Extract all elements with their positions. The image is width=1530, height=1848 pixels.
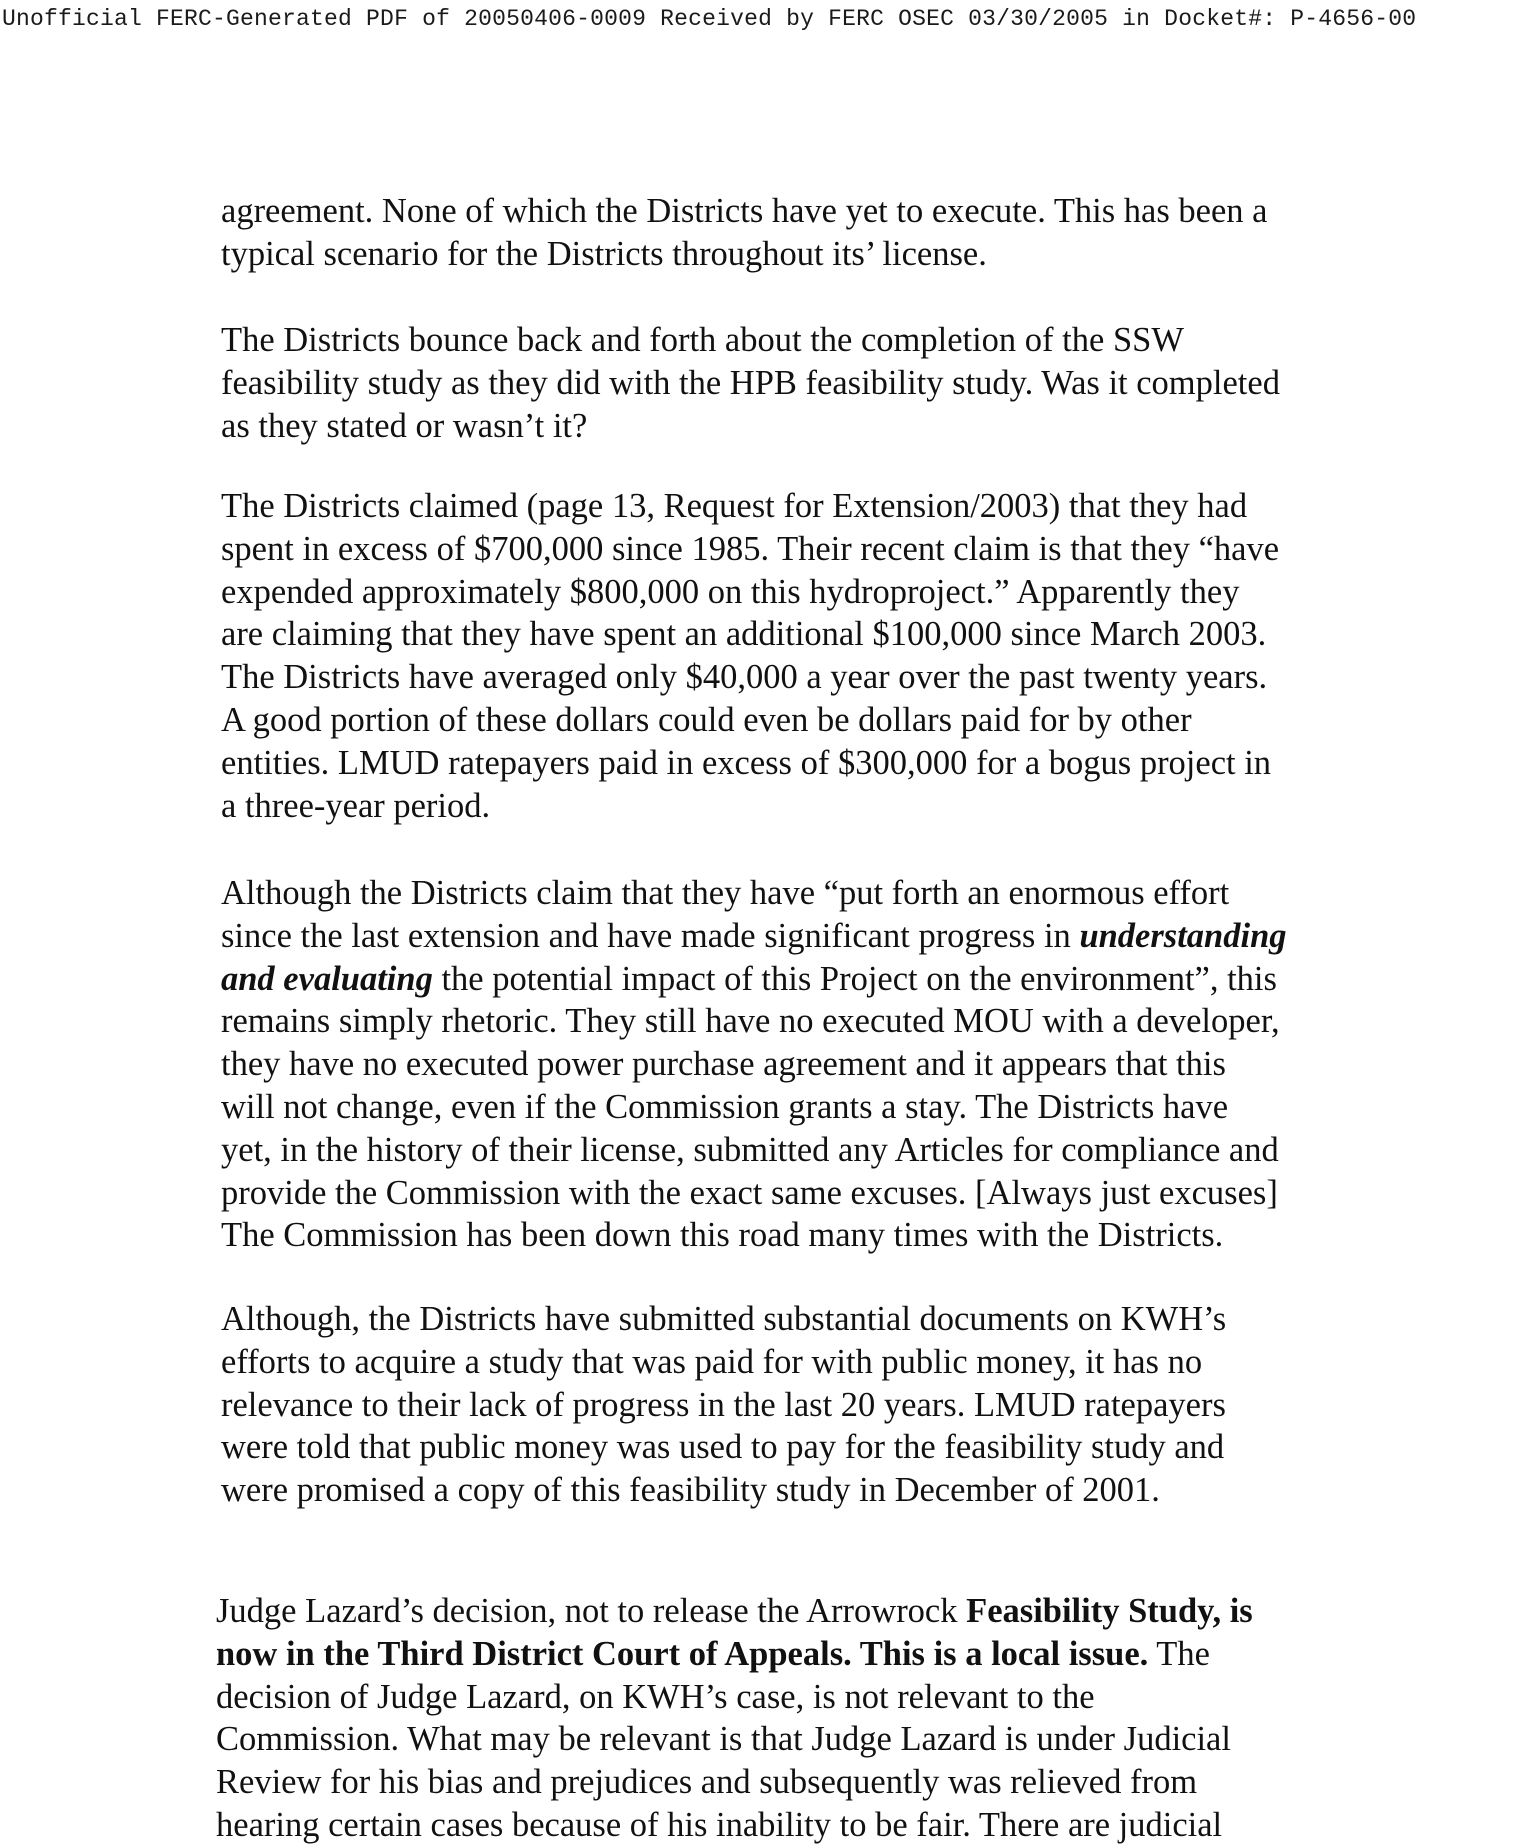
text-line: yet, in the history of their license, submitted any Articles for compliance and	[221, 1130, 1279, 1169]
text-line: The Districts bounce back and forth about the completion of the SSW	[221, 321, 1184, 359]
text-line: decision of Judge Lazard, on KWH’s case, is not relevant to the	[216, 1677, 1095, 1716]
emphasis-text: and evaluating	[221, 959, 433, 998]
text-line: remains simply rhetoric. They still have no executed MOU with a developer,	[221, 1002, 1280, 1041]
text-line: relevance to their lack of progress in the last 20 years. LMUD ratepayers	[221, 1385, 1226, 1424]
ferc-header-stamp: Unofficial FERC-Generated PDF of 20050406-0009 Received by FERC OSEC 03/30/2005 in Docket#: P-4656-00	[2, 6, 1417, 32]
text-segment: Judge Lazard’s decision, not to release the Arrowrock	[216, 1592, 967, 1630]
emphasis-text: understanding	[1079, 916, 1287, 955]
paragraph-expenditures	[221, 485, 1371, 827]
text-line: they have no executed power purchase agreement and it appears that this	[221, 1045, 1226, 1084]
text-line: entities. LMUD ratepayers paid in excess of $300,000 for a bogus project in	[221, 743, 1272, 782]
paragraph-judge-lazard	[216, 1590, 1366, 1847]
text-line	[216, 1633, 1366, 1676]
paragraph-rhetoric	[221, 872, 1371, 1257]
text-line: agreement. None of which the Districts have yet to execute. This has been a	[221, 192, 1268, 230]
emphasis-text: Feasibility Study, is	[966, 1592, 1253, 1630]
text-line: typical scenario for the Districts throughout its’ license.	[221, 234, 987, 273]
text-segment: The	[1148, 1634, 1210, 1673]
text-line: were told that public money was used to pay for the feasibility study and	[221, 1428, 1225, 1467]
text-line: were promised a copy of this feasibility study in December of 2001.	[221, 1471, 1160, 1510]
text-line	[221, 958, 1371, 1001]
text-line: are claiming that they have spent an additional $100,000 since March 2003.	[221, 615, 1267, 654]
text-line	[216, 1590, 1366, 1633]
text-line: A good portion of these dollars could even be dollars paid for by other	[221, 700, 1192, 739]
paragraph-kwh-documents	[221, 1298, 1371, 1512]
text-line: spent in excess of $700,000 since 1985. Their recent claim is that they “have	[221, 529, 1280, 568]
emphasis-text: now in the Third District Court of Appeals. This is a local issue.	[216, 1634, 1149, 1673]
text-line: as they stated or wasn’t it?	[221, 406, 588, 445]
text-line: Although the Districts claim that they have “put forth an enormous effort	[221, 874, 1230, 912]
text-segment: since the last extension and have made significant progress in	[221, 916, 1080, 955]
text-line: Although, the Districts have submitted substantial documents on KWH’s	[221, 1300, 1227, 1338]
text-line: feasibility study as they did with the HPB feasibility study. Was it completed	[221, 363, 1280, 402]
text-line	[221, 915, 1371, 958]
text-line: provide the Commission with the exact same excuses. [Always just excuses]	[221, 1173, 1278, 1212]
text-line: The Districts claimed (page 13, Request for Extension/2003) that they had	[221, 487, 1248, 525]
text-line: will not change, even if the Commission grants a stay. The Districts have	[221, 1087, 1229, 1126]
text-line: Commission. What may be relevant is that Judge Lazard is under Judicial	[216, 1720, 1231, 1759]
text-line: The Districts have averaged only $40,000 a year over the past twenty years.	[221, 658, 1268, 697]
text-line: The Commission has been down this road many times with the Districts.	[221, 1216, 1224, 1255]
paragraph-agreement	[221, 190, 1371, 276]
text-line: efforts to acquire a study that was paid for with public money, it has no	[221, 1342, 1203, 1381]
text-line: hearing certain cases because of his inability to be fair. There are judicial	[216, 1805, 1223, 1844]
text-line: a three-year period.	[221, 786, 491, 825]
text-line: expended approximately $800,000 on this hydroproject.” Apparently they	[221, 572, 1240, 611]
text-line: Review for his bias and prejudices and subsequently was relieved from	[216, 1763, 1198, 1802]
text-segment: the potential impact of this Project on the environment”, this	[432, 959, 1277, 998]
paragraph-ssw-feasibility	[221, 319, 1371, 447]
